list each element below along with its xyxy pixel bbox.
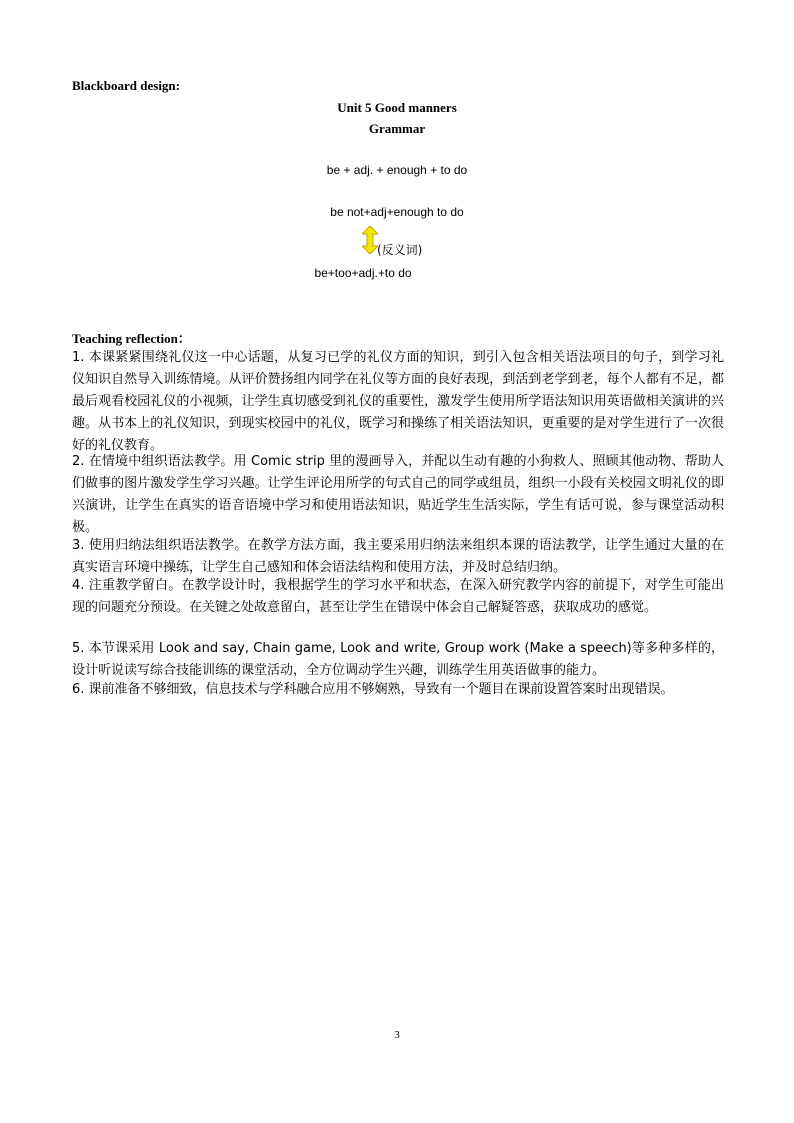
formula-enough: be + adj. + enough + to do xyxy=(326,163,468,177)
page-number: 3 xyxy=(394,1029,400,1041)
blackboard-heading: Blackboard design: xyxy=(72,78,180,93)
formula-too: be+too+adj.+to do xyxy=(314,266,412,280)
unit-title: Unit 5 Good manners xyxy=(337,100,457,115)
formula-not-enough: be not+adj+enough to do xyxy=(330,205,464,219)
antonym-note: (反义词) xyxy=(377,243,423,257)
reflection-item-4: 4. 注重教学留白。在教学设计时，我根据学生的学习水平和状态，在深入研究教学内容的前提下，对学生可能出现的问题充分预设。在关键之处故意留白，甚至让学生在错误中体会自己解疑答惑，获取成功的感觉。 xyxy=(72,578,724,615)
reflection-item-2: 2. 在情境中组织语法教学。用 Comic strip 里的漫画导入，并配以生动有趣的小狗救人、照顾其他动物、帮助人们做事的图片激发学生学习兴趣。让学生评论用所学的句式自己的同学或组员，组织一小段有关校园文明礼仪的即兴演讲，让学生在真实的语音语境中学习和使用语法知识，贴近学生生活实际，学生有话可说，参与课堂活动积极。 xyxy=(72,454,724,535)
reflection-item-1: 1. 本课紧紧围绕礼仪这一中心话题，从复习已学的礼仪方面的知识，到引入包含相关语法项目的句子，到学习礼仪知识自然导入训练情境。从评价赞扬组内同学在礼仪等方面的良好表现，到活到老学到老，每个人都有不足，都最后观看校园礼仪的小视频，让学生真切感受到礼仪的重要性，激发学生使用所学语法知识用英语做相关演讲的兴趣。从书本上的礼仪知识，到现实校园中的礼仪，既学习和操练了相关语法知识，更重要的是对学生进行了一次很好的礼仪教育。 xyxy=(72,350,724,453)
reflection-item-6: 6. 课前准备不够细致，信息技术与学科融合应用不够娴熟，导致有一个题目在课前设置答案时出现错误。 xyxy=(72,682,674,697)
reflection-item-3: 3. 使用归纳法组织语法教学。在教学方法方面，我主要采用归纳法来组织本课的语法教学，让学生通过大量的在真实语言环境中操练，让学生自己感知和体会语法结构和使用方法，并及时总结归纳。 xyxy=(72,538,724,575)
grammar-subtitle: Grammar xyxy=(368,121,426,136)
double-arrow-vertical-icon xyxy=(362,226,378,254)
reflection-item-5: 5. 本节课采用 Look and say, Chain game, Look and write, Group work (Make a speech)等多种多样的，设计听说读写综合技能训练的课堂活动，全方位调动学生兴趣，训练学生用英语做事的能力。 xyxy=(72,641,724,678)
reflection-heading: Teaching reflection： xyxy=(72,331,191,346)
